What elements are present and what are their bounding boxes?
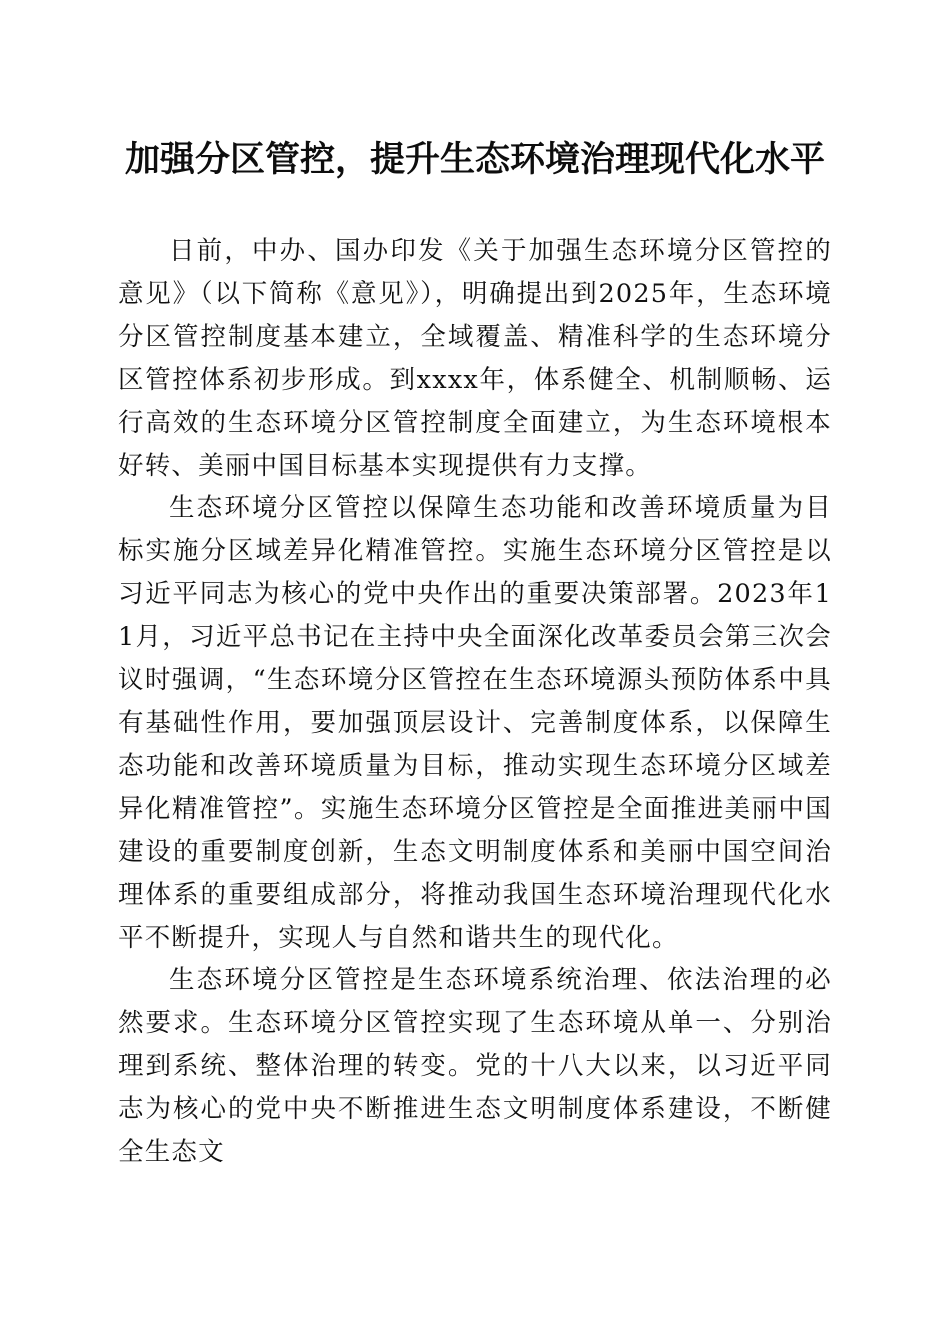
paragraph-3: 生态环境分区管控是生态环境系统治理、依法治理的必然要求。生态环境分区管控实现了生态环境从单一、分别治理到系统、整体治理的转变。党的十八大以来，以习近平同志为核心的党中央不断推进生态文明制度体系建设，不断健全生态文 bbox=[118, 965, 832, 1168]
paragraph-2: 生态环境分区管控以保障生态功能和改善环境质量为目标实施分区域差异化精准管控。实施生态环境分区管控是以习近平同志为核心的党中央作出的重要决策部署。2023年11月，习近平总书记在主持中央全面深化改革委员会第三次会议时强调，“生态环境分区管控在生态环境源头预防体系中具有基础性作用，要加强顶层设计、完善制度体系，以保障生态功能和改善环境质量为目标，推动实现生态环境分区域差异化精准管控”。实施生态环境分区管控是全面推进美丽中国建设的重要制度创新，生态文明制度体系和美丽中国空间治理体系的重要组成部分，将推动我国生态环境治理现代化水平不断提升，实现人与自然和谐共生的现代化。 bbox=[118, 493, 832, 953]
document-body bbox=[118, 230, 832, 1174]
paragraph-1: 日前，中办、国办印发《关于加强生态环境分区管控的意见》（以下简称《意见》），明确提出到2025年，生态环境分区管控制度基本建立，全域覆盖、精准科学的生态环境分区管控体系初步形成。到xxxx年，体系健全、机制顺畅、运行高效的生态环境分区管控制度全面建立，为生态环境根本好转、美丽中国目标基本实现提供有力支撑。 bbox=[118, 236, 832, 481]
document-title: 加强分区管控，提升生态环境治理现代化水平 bbox=[124, 140, 825, 180]
